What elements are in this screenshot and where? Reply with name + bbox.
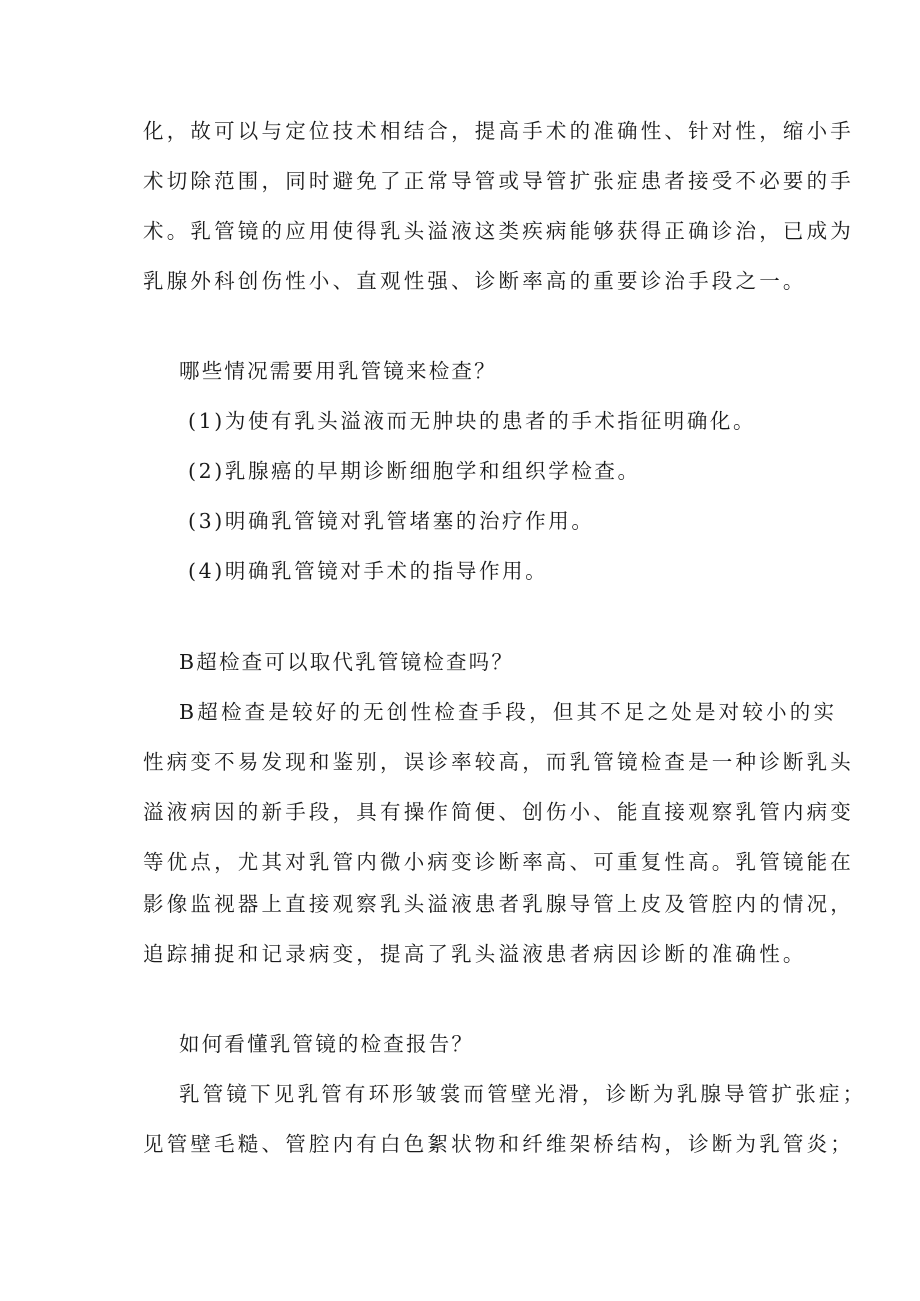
list-item: (4)明确乳管镜对手术的指导作用。: [188, 559, 549, 583]
list-item: (1)为使有乳头溢液而无肿块的患者的手术指征明确化。: [188, 409, 757, 433]
section-question-1: 哪些情况需要用乳管镜来检查？: [179, 359, 497, 383]
answer-line: 追踪捕捉和记录病变，提高了乳头溢液患者病因诊断的准确性。: [143, 942, 807, 966]
list-item: (2)乳腺癌的早期诊断细胞学和组织学检查。: [188, 459, 641, 483]
answer-line: 溢液病因的新手段，具有操作简便、创伤小、能直接观察乳管内病变: [143, 800, 854, 824]
intro-line: 术。乳管镜的应用使得乳头溢液这类疾病能够获得正确诊治，已成为: [143, 219, 854, 243]
answer-line: 影像监视器上直接观察乳头溢液患者乳腺导管上皮及管腔内的情况，: [143, 892, 854, 916]
answer-line: 性病变不易发现和鉴别，误诊率较高，而乳管镜检查是一种诊断乳头: [143, 750, 854, 774]
intro-line: 乳腺外科创伤性小、直观性强、诊断率高的重要诊治手段之一。: [143, 269, 807, 293]
answer-line: B超检查是较好的无创性检查手段，但其不足之处是对较小的实: [179, 700, 838, 724]
section-question-3: 如何看懂乳管镜的检查报告？: [179, 1032, 475, 1056]
answer-line: 见管壁毛糙、管腔内有白色絮状物和纤维架桥结构，诊断为乳管炎；: [143, 1132, 854, 1156]
intro-line: 化，故可以与定位技术相结合，提高手术的准确性、针对性，缩小手: [143, 119, 854, 143]
answer-line: 等优点，尤其对乳管内微小病变诊断率高、可重复性高。乳管镜能在: [143, 850, 854, 874]
intro-line: 术切除范围，同时避免了正常导管或导管扩张症患者接受不必要的手: [143, 169, 854, 193]
section-question-2: B超检查可以取代乳管镜检查吗？: [179, 650, 515, 674]
answer-line: 乳管镜下见乳管有环形皱裳而管壁光滑，诊断为乳腺导管扩张症；: [179, 1082, 867, 1106]
list-item: (3)明确乳管镜对乳管堵塞的治疗作用。: [188, 509, 595, 533]
